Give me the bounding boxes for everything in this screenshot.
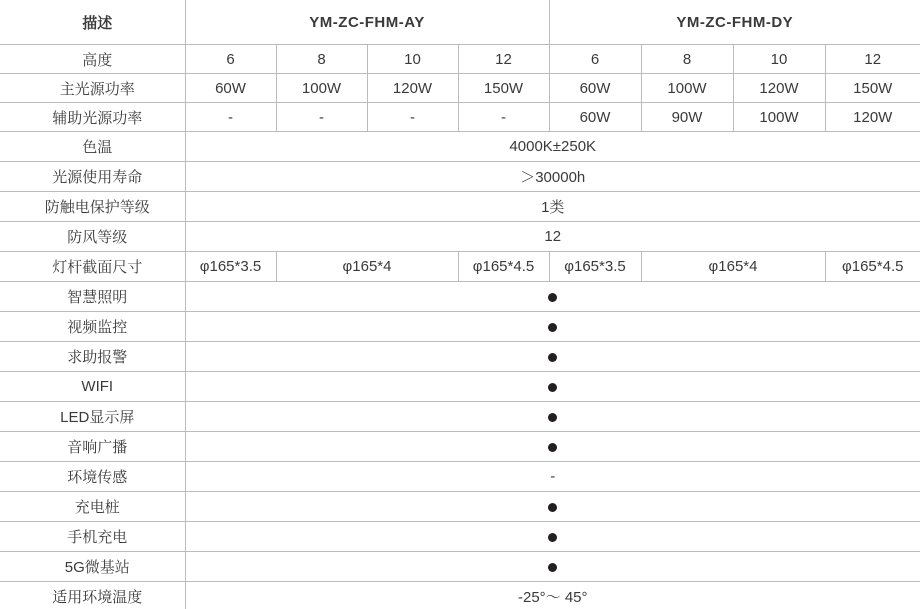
- cell-audio-broadcast-value: [185, 432, 920, 462]
- cell-main-power-dy-4: 150W: [825, 74, 920, 103]
- cell-aux-power-dy-2: 90W: [641, 103, 733, 132]
- cell-main-power-ay-1: 60W: [185, 74, 276, 103]
- filled-dot-icon: [548, 503, 557, 512]
- table-row: [0, 132, 920, 162]
- table-row: [0, 342, 920, 372]
- cell-wind-resistance-value: 12: [185, 222, 920, 252]
- cell-aux-power-ay-1: -: [185, 103, 276, 132]
- row-label-charging-pile: 充电桩: [0, 492, 185, 522]
- cell-main-power-dy-2: 100W: [641, 74, 733, 103]
- cell-aux-power-ay-3: -: [367, 103, 458, 132]
- cell-pole-size-dy-3: φ165*4.5: [825, 252, 920, 282]
- cell-height-dy-8: 8: [641, 45, 733, 74]
- row-label-pole-section-size: 灯杆截面尺寸: [0, 252, 185, 282]
- cell-aux-power-dy-3: 100W: [733, 103, 825, 132]
- row-label-shock-protection-class: 防触电保护等级: [0, 192, 185, 222]
- table-row: [0, 552, 920, 582]
- filled-dot-icon: [548, 293, 557, 302]
- cell-phone-charging-value: [185, 522, 920, 552]
- row-label-main-light-power: 主光源功率: [0, 74, 185, 103]
- table-row: [0, 103, 920, 132]
- row-label-lifespan: 光源使用寿命: [0, 162, 185, 192]
- row-label-environment-sensor: 环境传感: [0, 462, 185, 492]
- cell-pole-size-ay-3: φ165*4.5: [458, 252, 549, 282]
- cell-video-surveillance-value: [185, 312, 920, 342]
- cell-aux-power-dy-1: 60W: [549, 103, 641, 132]
- table-header-row: [0, 0, 920, 45]
- filled-dot-icon: [548, 563, 557, 572]
- cell-lifespan-value: ＞30000h: [185, 162, 920, 192]
- row-label-phone-charging: 手机充电: [0, 522, 185, 552]
- row-label-aux-light-power: 辅助光源功率: [0, 103, 185, 132]
- filled-dot-icon: [548, 383, 557, 392]
- cell-pole-size-dy-1: φ165*3.5: [549, 252, 641, 282]
- cell-main-power-ay-3: 120W: [367, 74, 458, 103]
- row-label-video-surveillance: 视频监控: [0, 312, 185, 342]
- cell-main-power-ay-4: 150W: [458, 74, 549, 103]
- cell-pole-size-ay-1: φ165*3.5: [185, 252, 276, 282]
- table-row: [0, 74, 920, 103]
- cell-main-power-dy-3: 120W: [733, 74, 825, 103]
- row-label-height: 高度: [0, 45, 185, 74]
- cell-aux-power-ay-4: -: [458, 103, 549, 132]
- filled-dot-icon: [548, 413, 557, 422]
- header-model-dy: YM-ZC-FHM-DY: [549, 0, 920, 45]
- cell-charging-pile-value: [185, 492, 920, 522]
- table-row: [0, 462, 920, 492]
- table-row: [0, 312, 920, 342]
- row-label-operating-temperature: 适用环境温度: [0, 582, 185, 609]
- cell-height-ay-6: 6: [185, 45, 276, 74]
- row-label-5g-micro-base-station: 5G微基站: [0, 552, 185, 582]
- row-label-wind-resistance: 防风等级: [0, 222, 185, 252]
- filled-dot-icon: [548, 443, 557, 452]
- row-label-wifi: WIFI: [0, 372, 185, 402]
- cell-height-ay-10: 10: [367, 45, 458, 74]
- cell-aux-power-ay-2: -: [276, 103, 367, 132]
- table-row: [0, 162, 920, 192]
- header-model-ay: YM-ZC-FHM-AY: [185, 0, 549, 45]
- cell-color-temperature-value: 4000K±250K: [185, 132, 920, 162]
- table-row: [0, 402, 920, 432]
- cell-height-dy-12: 12: [825, 45, 920, 74]
- header-description-label: 描述: [0, 0, 185, 45]
- table-row: [0, 522, 920, 552]
- table-row: [0, 492, 920, 522]
- cell-height-dy-10: 10: [733, 45, 825, 74]
- cell-height-ay-12: 12: [458, 45, 549, 74]
- row-label-led-display: LED显示屏: [0, 402, 185, 432]
- row-label-audio-broadcast: 音响广播: [0, 432, 185, 462]
- table-row: [0, 582, 920, 609]
- table-row: [0, 372, 920, 402]
- cell-5g-micro-base-station-value: [185, 552, 920, 582]
- cell-wifi-value: [185, 372, 920, 402]
- row-label-emergency-call: 求助报警: [0, 342, 185, 372]
- table-row: [0, 282, 920, 312]
- cell-height-ay-8: 8: [276, 45, 367, 74]
- cell-environment-sensor-value: -: [185, 462, 920, 492]
- row-label-color-temperature: 色温: [0, 132, 185, 162]
- filled-dot-icon: [548, 323, 557, 332]
- cell-aux-power-dy-4: 120W: [825, 103, 920, 132]
- filled-dot-icon: [548, 533, 557, 542]
- cell-smart-lighting-value: [185, 282, 920, 312]
- table-row: [0, 222, 920, 252]
- table-row: [0, 45, 920, 74]
- cell-pole-size-ay-2: φ165*4: [276, 252, 458, 282]
- table-row: [0, 432, 920, 462]
- cell-main-power-ay-2: 100W: [276, 74, 367, 103]
- cell-main-power-dy-1: 60W: [549, 74, 641, 103]
- table-row: [0, 252, 920, 282]
- cell-height-dy-6: 6: [549, 45, 641, 74]
- table-row: [0, 192, 920, 222]
- cell-emergency-call-value: [185, 342, 920, 372]
- row-label-smart-lighting: 智慧照明: [0, 282, 185, 312]
- cell-shock-protection-value: 1类: [185, 192, 920, 222]
- cell-led-display-value: [185, 402, 920, 432]
- cell-operating-temperature-value: -25°～ 45°: [185, 582, 920, 609]
- filled-dot-icon: [548, 353, 557, 362]
- cell-pole-size-dy-2: φ165*4: [641, 252, 825, 282]
